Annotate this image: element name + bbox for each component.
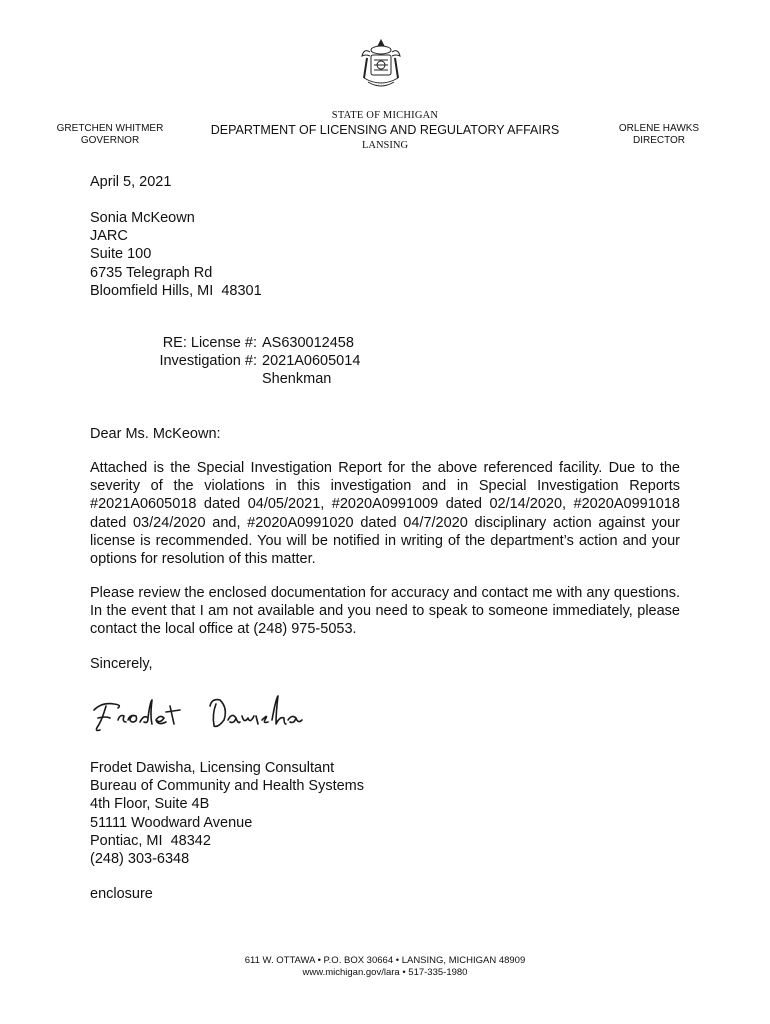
body-paragraph-2: Please review the enclosed documentation for accuracy and contact me with any questions. In the event that I am not available and you need to speak to someone immediately, please contact the local office at (248) 975-5053. [90, 585, 680, 638]
investigation-number: 2021A0605014 [262, 353, 361, 370]
signer-bureau: Bureau of Community and Health Systems [90, 778, 365, 795]
investigation-label: Investigation #: [159, 353, 257, 370]
footer-address: 611 W. OTTAWA • P.O. BOX 30664 • LANSING, MICHIGAN 48909 [244, 955, 526, 966]
footer [150, 955, 620, 979]
governor-name: GRETCHEN WHITMER [56, 123, 164, 134]
signer-street: 51111 Woodward Avenue [90, 814, 253, 831]
svg-text:· · · · ·: · · · · · [375, 82, 387, 87]
license-number: AS630012458 [262, 335, 354, 351]
reference-values [262, 334, 360, 389]
signer-city: Pontiac, MI 48342 [90, 832, 211, 849]
recipient-address [90, 209, 262, 300]
recipient-name: Sonia McKeown [90, 210, 195, 226]
handwritten-signature [88, 680, 328, 740]
signer-block [90, 759, 364, 868]
signer-floor: 4th Floor, Suite 4B [90, 796, 210, 813]
city-heading: LANSING [361, 140, 409, 151]
recipient-suite: Suite 100 [90, 246, 152, 263]
enclosure-note: enclosure [90, 886, 153, 902]
footer-contact: www.michigan.gov/lara • 517-335-1980 [302, 967, 468, 978]
body-paragraph-1: Attached is the Special Investigation Report for the above referenced facility. Due to the severity of the violations in this investigation and in Special Investigation Reports #2021A0605018 dated 04/05/2021, #2020A0991009 dated 02/14/2020, #2020A0991018 dated 03/24/2020 and, #2020A0991020 dated 04/7/2020 disciplinary action against your license is recommended. You will be notified in writing of the department’s action and your options for resolution of this matter. [90, 460, 680, 568]
department-heading: DEPARTMENT OF LICENSING AND REGULATORY AFFAIRS [210, 123, 560, 137]
governor-block [50, 123, 170, 147]
recipient-street: 6735 Telegraph Rd [90, 264, 213, 281]
closing: Sincerely, [90, 656, 153, 672]
reference-labels [120, 334, 257, 370]
signer-name-title: Frodet Dawisha, Licensing Consultant [90, 760, 335, 776]
state-heading: STATE OF MICHIGAN [331, 110, 439, 121]
signer-phone: (248) 303-6348 [90, 851, 190, 868]
license-label: RE: License #: [162, 335, 257, 351]
recipient-city: Bloomfield Hills, MI 48301 [90, 282, 262, 299]
salutation: Dear Ms. McKeown: [90, 426, 221, 442]
director-title: DIRECTOR [632, 135, 686, 146]
governor-title: GOVERNOR [80, 135, 140, 146]
michigan-seal-icon [358, 38, 404, 94]
facility-name: Shenkman [262, 371, 332, 388]
director-name: ORLENE HAWKS [618, 123, 700, 134]
recipient-organization: JARC [90, 228, 128, 245]
director-block [600, 123, 718, 147]
letter-date: April 5, 2021 [90, 174, 172, 190]
